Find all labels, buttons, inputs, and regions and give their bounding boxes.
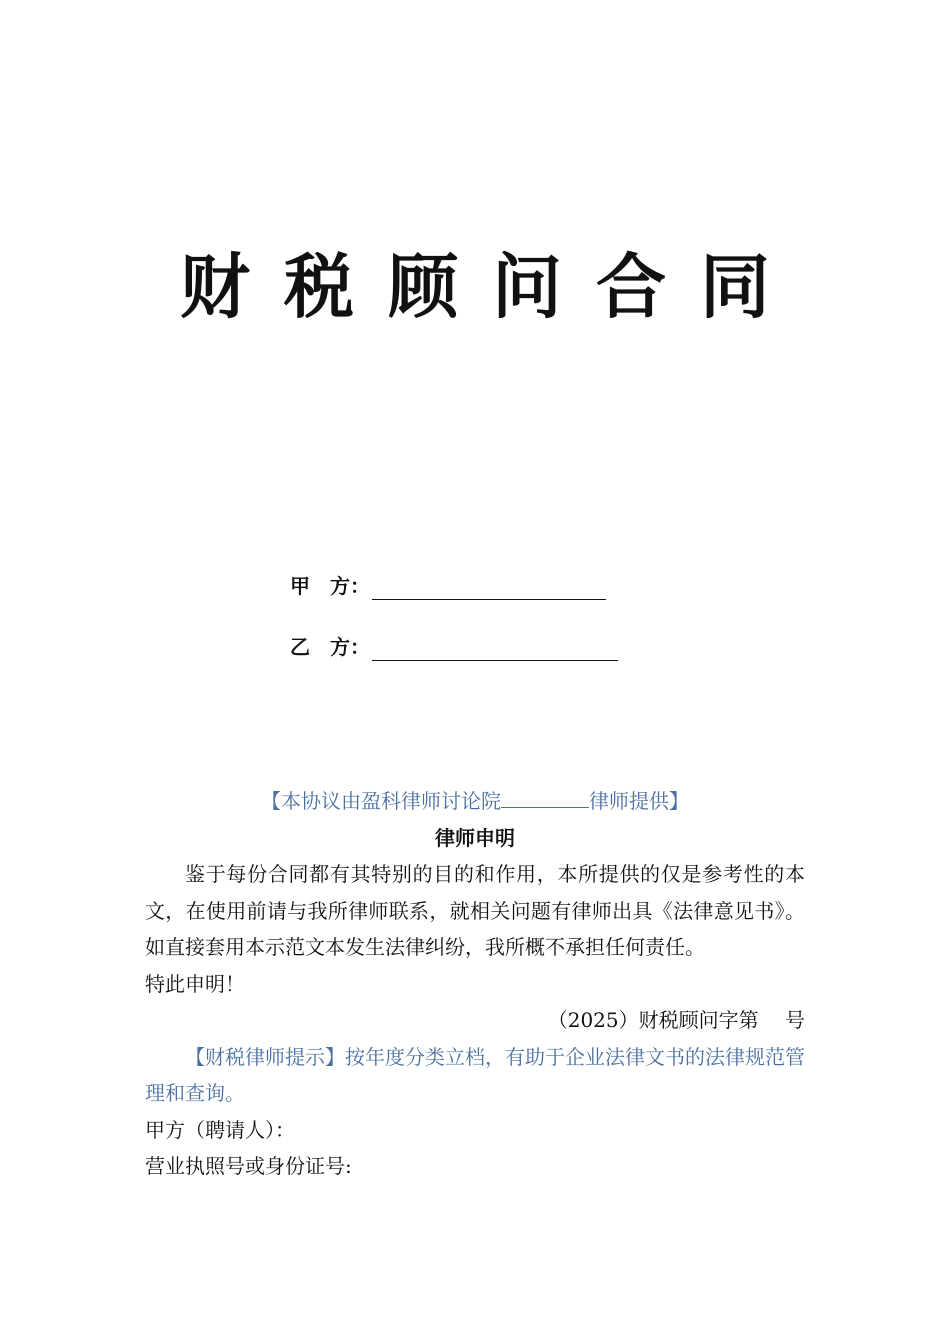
tip-label: 【财税律师提示】 [185, 1044, 345, 1069]
party-b-line [290, 633, 618, 661]
provider-suffix: 律师提供】 [589, 789, 689, 813]
party-a-line [290, 572, 606, 600]
employer-label: 甲方（聘请人）： [145, 1117, 295, 1142]
statement-body: 鉴于每份合同都有其特别的目的和作用，本所提供的仅是参考性的本文，在使用前请与我所律师联系，就相关问题有律师出具《法律意见书》。如直接套用本示范文本发生法律纠纷，我所概不承担任何责任。 [145, 862, 805, 959]
party-b-label: 乙 方： [290, 635, 370, 659]
party-b-blank [372, 638, 618, 661]
tax-lawyer-tip [145, 1039, 805, 1112]
tip-body: 按年度分类立档，有助于企业法律文书的法律规范管理和查询。 [145, 1044, 805, 1105]
provider-blank [501, 785, 589, 808]
license-label: 营业执照号或身份证号: [145, 1154, 352, 1178]
document-number: （2025）财税顾问字第 号 [547, 1008, 805, 1032]
provider-note [145, 783, 805, 820]
statement-title: 律师申明 [435, 825, 515, 850]
document-body [145, 783, 805, 1185]
contract-title: 财税顾问合同 [180, 246, 804, 328]
party-a-blank [372, 577, 606, 600]
party-a-label: 甲 方： [290, 574, 370, 598]
statement-closing: 特此申明！ [145, 971, 245, 996]
provider-prefix: 【本协议由盈科律师讨论院 [261, 789, 501, 813]
